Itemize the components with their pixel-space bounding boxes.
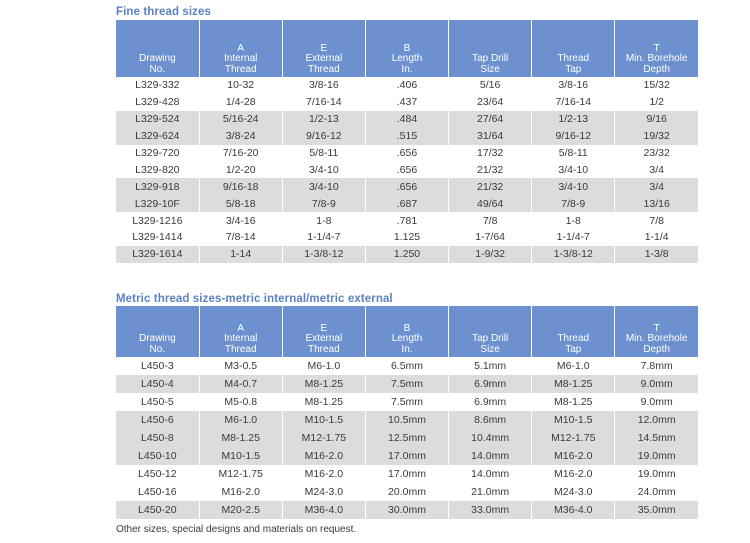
column-header-line: T [653,322,660,334]
fine-thread-table [116,20,698,263]
table-cell: M24-3.0 [532,483,615,501]
column-header-line: No. [149,63,166,75]
column-header-line: Internal [224,333,258,344]
column-header-line: Tap [565,343,582,355]
column-header-line: Internal [224,53,258,64]
table-row [116,128,698,145]
table-cell: 23/64 [449,94,532,111]
metric-thread-title: Metric thread sizes-metric internal/metric external [116,293,393,305]
column-header-line: Drawing [138,333,176,344]
table-cell: .656 [365,161,448,178]
table-cell: 19.0mm [615,447,698,465]
column-header-line: Size [480,343,500,355]
table-cell: 1/2-13 [282,111,365,128]
table-header-row [116,306,698,357]
column-header-line: Thread [308,343,340,355]
table-cell: 7/16-14 [532,94,615,111]
table-cell: 10-32 [199,77,282,94]
table-cell: 12.0mm [615,411,698,429]
table-cell: 23/32 [615,145,698,162]
table-cell: L329-820 [135,163,180,176]
footnote: Other sizes, special designs and materials on request. [116,524,357,535]
table-cell: M16-2.0 [282,447,365,465]
table-cell: 7/16-14 [282,94,365,111]
table-cell: M10-1.5 [199,447,282,465]
table-cell: 3/4-10 [282,178,365,195]
table-cell: .484 [365,111,448,128]
table-cell: 31/64 [449,128,532,145]
column-header-line: External [305,53,343,64]
table-cell: 1-1/4-7 [282,229,365,246]
column-header-line: Thread [224,343,257,355]
column-header-line: Tap Drill [472,333,509,344]
table-cell: L450-5 [140,396,174,408]
table-cell: L450-8 [116,429,199,447]
table-cell: L329-1614 [116,246,199,263]
table-cell: 1-1/4-7 [532,229,615,246]
table-cell: 17.0mm [365,465,448,483]
table-cell: 5.1mm [449,357,532,375]
table-cell: 9.0mm [615,375,698,393]
column-header-line: A [237,42,245,54]
column-header [282,20,365,77]
column-header-line: B [403,42,411,54]
table-cell: M10-1.5 [532,411,615,429]
table-cell: 1.250 [365,246,448,263]
table-cell: 1-7/64 [449,229,532,246]
column-header-line: Tap Drill [472,53,509,64]
column-header-line: Length [391,53,423,64]
column-header [449,306,532,357]
table-cell: 7/8-9 [282,195,365,212]
table-cell: 14.5mm [615,429,698,447]
table-row [116,229,698,246]
table-header-row [116,20,698,77]
table-cell: L450-3 [140,360,174,372]
table-cell: 3/4 [615,161,698,178]
table-row [116,501,698,519]
table-cell: 17.0mm [365,447,448,465]
table-cell: 6.9mm [449,393,532,411]
table-cell: 3/8-16 [532,77,615,94]
column-header-line: T [653,42,660,54]
table-cell: 1.125 [365,229,448,246]
column-header-line: No. [149,343,166,355]
table-cell: 8.6mm [449,411,532,429]
table-cell: L329-332 [135,79,180,92]
table-cell: 1-8 [532,212,615,229]
table-cell: 12.5mm [365,429,448,447]
table-cell: M12-1.75 [199,465,282,483]
table-row [116,429,698,447]
column-header [199,20,282,77]
column-header [532,20,615,77]
column-header [615,306,698,357]
table-cell: 19/32 [615,128,698,145]
column-header-line: Size [480,63,500,75]
table-cell: M5-0.8 [199,393,282,411]
column-header-line: Length [391,333,423,344]
table-cell: L450-12 [138,468,177,480]
table-cell: 35.0mm [615,501,698,519]
table-cell: M8-1.25 [282,393,365,411]
table-cell: 1-3/8-12 [532,246,615,263]
column-header [116,306,199,357]
column-header-line: Min. Borehole [625,333,688,344]
table-cell: M16-2.0 [199,483,282,501]
table-cell: L329-10F [116,195,199,212]
table-cell: 9/16-12 [282,128,365,145]
table-cell: 19.0mm [615,465,698,483]
table-cell: 7/16-20 [199,145,282,162]
table-cell: 21/32 [449,161,532,178]
table-cell: 1-14 [199,246,282,263]
table-row [116,77,698,94]
table-row [116,195,698,212]
column-header-line: A [237,322,245,334]
table-cell: L329-524 [116,111,199,128]
column-header-line: In. [401,343,413,355]
column-header-line: External [305,333,343,344]
table-cell: M36-4.0 [282,501,365,519]
table-cell: 14.0mm [449,465,532,483]
table-cell: M3-0.5 [199,357,282,375]
table-cell: L329-624 [116,128,199,145]
table-cell: 1/2-20 [199,161,282,178]
table-cell: .781 [365,212,448,229]
column-header [532,306,615,357]
column-header [199,306,282,357]
table-cell: M12-1.75 [532,429,615,447]
column-header [365,306,448,357]
table-cell: 9/16 [615,111,698,128]
column-header [116,20,199,77]
column-header-line: Depth [643,63,671,75]
table-cell: .656 [365,145,448,162]
column-header-line: E [320,42,328,54]
table-cell: 20.0mm [365,483,448,501]
column-header [282,306,365,357]
table-cell: 1-1/4 [615,229,698,246]
table-cell: 3/4 [615,178,698,195]
column-header-line: E [320,322,328,334]
table-cell: L329-1414 [132,231,183,244]
table-cell: L450-6 [116,411,199,429]
table-row [116,483,698,501]
table-row [116,178,698,195]
fine-thread-title: Fine thread sizes [116,6,212,18]
table-row [116,465,698,483]
table-cell: L329-1216 [132,214,183,227]
table-cell: 5/8-11 [282,145,365,162]
column-header-line: B [403,322,411,334]
table-cell: 6.5mm [365,357,448,375]
column-header-line: Thread [557,53,590,64]
table-row [116,411,698,429]
table-cell: .437 [365,94,448,111]
table-cell: 21/32 [449,178,532,195]
table-cell: M6-1.0 [532,357,615,375]
column-header-line: Thread [557,333,590,344]
table-cell: L450-4 [116,375,199,393]
table-row [116,375,698,393]
column-header [365,20,448,77]
column-header-line: Tap [565,63,582,75]
table-cell: 5/8-11 [532,145,615,162]
table-cell: 7/8 [615,212,698,229]
table-cell: 1/2 [615,94,698,111]
metric-thread-table [116,306,698,519]
table-cell: 3/8-16 [282,77,365,94]
table-row [116,393,698,411]
table-cell: M10-1.5 [282,411,365,429]
table-cell: 9/16-18 [199,178,282,195]
table-cell: M6-1.0 [199,411,282,429]
table-row [116,161,698,178]
table-cell: 3/4-16 [199,212,282,229]
table-row [116,246,698,263]
table-row [116,212,698,229]
table-cell: 5/16-24 [199,111,282,128]
table-cell: L329-720 [135,147,180,159]
table-cell: 3/8-24 [199,128,282,145]
table-cell: M8-1.25 [199,429,282,447]
table-cell: 10.4mm [449,429,532,447]
table-cell: 10.5mm [365,411,448,429]
table-cell: L450-16 [138,486,177,498]
table-cell: M16-2.0 [532,447,615,465]
table-cell: .656 [365,178,448,195]
table-cell: M8-1.25 [282,375,365,393]
table-cell: 7.5mm [365,393,448,411]
table-cell: 17/32 [449,145,532,162]
column-header-line: Depth [643,343,671,355]
table-cell: L450-20 [116,501,199,519]
table-cell: 7/8 [449,212,532,229]
table-cell: .515 [365,128,448,145]
table-cell: 13/16 [615,195,698,212]
table-cell: 1-9/32 [449,246,532,263]
table-cell: 1-3/8-12 [282,246,365,263]
table-row [116,447,698,465]
table-cell: 33.0mm [449,501,532,519]
table-cell: 3/4-10 [532,178,615,195]
table-cell: M4-0.7 [199,375,282,393]
table-cell: 27/64 [449,111,532,128]
table-cell: 3/4-10 [532,161,615,178]
table-cell: M16-2.0 [532,465,615,483]
table-cell: L450-10 [116,447,199,465]
table-cell: M8-1.25 [532,393,615,411]
table-row [116,94,698,111]
table-cell: 7/8-14 [199,229,282,246]
table-row [116,357,698,375]
table-cell: 24.0mm [615,483,698,501]
table-cell: 5/16 [449,77,532,94]
column-header-line: Min. Borehole [625,53,688,64]
table-cell: 6.9mm [449,375,532,393]
table-cell: M36-4.0 [532,501,615,519]
table-cell: 14.0mm [449,447,532,465]
column-header-line: Drawing [138,53,176,64]
table-cell: .687 [365,195,448,212]
table-cell: 5/8-18 [199,195,282,212]
table-cell: 1/2-13 [532,111,615,128]
table-cell: 7/8-9 [532,195,615,212]
table-cell: 1/4-28 [199,94,282,111]
table-cell: M8-1.25 [532,375,615,393]
table-cell: 3/4-10 [282,161,365,178]
column-header-line: Thread [224,63,257,75]
column-header-line: Thread [308,63,340,75]
table-cell: 15/32 [615,77,698,94]
table-cell: L329-428 [135,96,180,109]
table-cell: 30.0mm [365,501,448,519]
table-row [116,145,698,162]
column-header [449,20,532,77]
column-header [615,20,698,77]
table-cell: 9.0mm [615,393,698,411]
table-row [116,111,698,128]
table-cell: 49/64 [449,195,532,212]
table-cell: .406 [365,77,448,94]
table-cell: L329-918 [116,178,199,195]
table-cell: M20-2.5 [199,501,282,519]
table-cell: 21.0mm [449,483,532,501]
table-cell: 7.8mm [615,357,698,375]
table-cell: 1-8 [282,212,365,229]
table-cell: M6-1.0 [282,357,365,375]
table-cell: 9/16-12 [532,128,615,145]
table-cell: M16-2.0 [282,465,365,483]
table-cell: M12-1.75 [282,429,365,447]
table-cell: 1-3/8 [615,246,698,263]
table-cell: M24-3.0 [282,483,365,501]
column-header-line: In. [401,63,413,75]
table-cell: 7.5mm [365,375,448,393]
